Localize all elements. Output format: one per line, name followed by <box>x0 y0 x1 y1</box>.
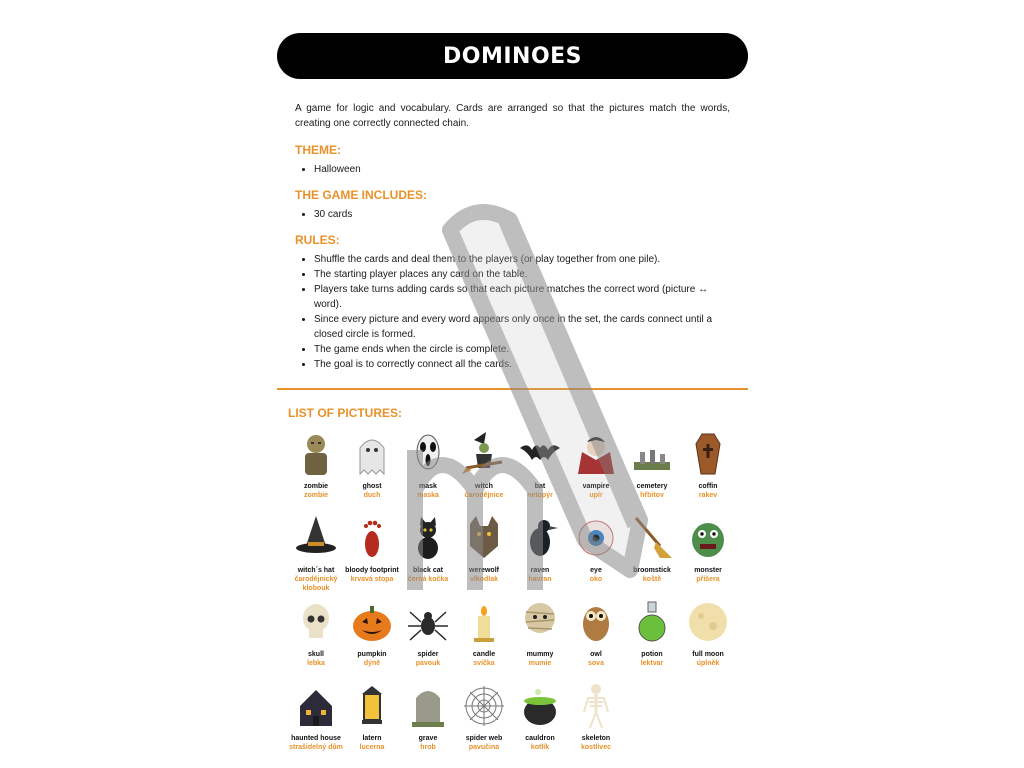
picture-card <box>344 598 400 678</box>
picture-card <box>344 430 400 510</box>
rule-item: • Shuffle the cards and deal them to the players (or play together from one pile). <box>314 252 730 267</box>
picture-card <box>400 430 456 510</box>
picture-label-en: pumpkin <box>357 651 387 658</box>
full-moon-icon <box>686 598 730 646</box>
skeleton-icon <box>574 682 618 730</box>
picture-label-cz: krvavá stopa <box>350 576 394 583</box>
picture-card <box>456 682 512 762</box>
picture-label-en: bloody footprint <box>345 567 399 574</box>
picture-label-en: cemetery <box>636 483 668 490</box>
owl-icon <box>574 598 618 646</box>
picture-label-cz: pavučina <box>468 744 500 751</box>
pictures-section <box>277 390 748 762</box>
mask-icon <box>406 430 450 478</box>
includes-list <box>295 207 730 222</box>
spider-icon <box>406 598 450 646</box>
picture-label-en: potion <box>641 651 663 658</box>
picture-label-en: haunted house <box>291 735 341 742</box>
picture-label-en: spider web <box>465 735 503 742</box>
haunted-house-icon <box>294 682 338 730</box>
picture-label-cz: hřbitov <box>640 492 664 499</box>
picture-label-en: broomstick <box>633 567 671 574</box>
witch-icon <box>462 430 506 478</box>
picture-label-en: skeleton <box>581 735 611 742</box>
picture-label-cz: maska <box>417 492 439 499</box>
page-title: DOMINOES <box>442 43 583 69</box>
picture-card <box>680 598 736 678</box>
lantern-icon <box>350 682 394 730</box>
potion-icon <box>630 598 674 646</box>
picture-label-cz: sova <box>588 660 604 667</box>
picture-label-cz: oko <box>589 576 603 583</box>
picture-label-en: witch´s hat <box>297 567 335 574</box>
picture-label-cz: čarodějnice <box>464 492 504 499</box>
picture-label-en: grave <box>418 735 438 742</box>
picture-label-en: zombie <box>303 483 329 490</box>
picture-card <box>624 598 680 678</box>
black-cat-icon <box>406 514 450 562</box>
bat-icon <box>518 430 562 478</box>
picture-label-cz: lektvar <box>640 660 664 667</box>
picture-card <box>512 430 568 510</box>
rules-heading: RULES: <box>295 233 340 247</box>
picture-label-cz: strašidelný dům <box>289 744 343 751</box>
picture-card <box>512 682 568 762</box>
title-bar <box>277 33 748 79</box>
picture-card <box>568 682 624 762</box>
rules-list <box>295 252 730 372</box>
picture-label-en: raven <box>530 567 550 574</box>
picture-card <box>568 598 624 678</box>
picture-card <box>400 682 456 762</box>
picture-label-cz: zombie <box>303 492 329 499</box>
includes-item: • 30 cards <box>314 207 730 222</box>
picture-card <box>400 598 456 678</box>
picture-label-cz: lebka <box>307 660 325 667</box>
cauldron-icon <box>518 682 562 730</box>
picture-card <box>344 514 400 594</box>
picture-label-cz: netopýr <box>527 492 553 499</box>
rule-item: • The goal is to correctly connect all the cards. <box>314 357 730 372</box>
vampire-icon <box>574 430 618 478</box>
picture-label-en: mask <box>419 483 437 490</box>
picture-label-en: full moon <box>692 651 724 658</box>
picture-label-cz: pavouk <box>415 660 441 667</box>
picture-label-en: cauldron <box>525 735 555 742</box>
picture-label-en: ghost <box>362 483 382 490</box>
picture-card <box>568 514 624 594</box>
picture-label-en: spider <box>417 651 439 658</box>
grave-icon <box>406 682 450 730</box>
picture-card <box>680 514 736 594</box>
zombie-icon <box>294 430 338 478</box>
picture-label-en: candle <box>472 651 496 658</box>
pictures-heading: LIST OF PICTURES: <box>288 406 402 420</box>
picture-label-en: monster <box>694 567 722 574</box>
pumpkin-icon <box>350 598 394 646</box>
picture-label-en: black cat <box>413 567 443 574</box>
spider-web-icon <box>462 682 506 730</box>
picture-card <box>288 514 344 594</box>
picture-label-cz: úplněk <box>696 660 720 667</box>
description-section <box>277 79 748 390</box>
picture-label-cz: čarodějnický klobouk <box>294 576 338 592</box>
picture-card <box>456 514 512 594</box>
picture-card <box>344 682 400 762</box>
picture-label-cz: havran <box>528 576 552 583</box>
picture-label-cz: příšera <box>696 576 720 583</box>
picture-label-cz: hrob <box>420 744 436 751</box>
picture-label-cz: černá kočka <box>407 576 449 583</box>
footprint-icon <box>350 514 394 562</box>
picture-card <box>288 598 344 678</box>
picture-card <box>456 430 512 510</box>
picture-card <box>512 598 568 678</box>
werewolf-icon <box>462 514 506 562</box>
picture-label-cz: koště <box>642 576 662 583</box>
picture-label-en: coffin <box>698 483 718 490</box>
picture-label-cz: svíčka <box>473 660 495 667</box>
ghost-icon <box>350 430 394 478</box>
theme-item: • Halloween <box>314 162 730 177</box>
broomstick-icon <box>630 514 674 562</box>
picture-label-en: latern <box>362 735 382 742</box>
theme-heading: THEME: <box>295 143 341 157</box>
picture-label-en: vampire <box>582 483 610 490</box>
picture-label-en: bat <box>534 483 546 490</box>
intro-text: A game for logic and vocabulary. Cards are arranged so that the pictures match the words, creating one correctly connected chain. <box>295 103 730 129</box>
pictures-grid <box>288 430 737 762</box>
picture-label-en: owl <box>590 651 602 658</box>
picture-label-en: eye <box>590 567 602 574</box>
picture-card <box>680 430 736 510</box>
rule-item: • Players take turns adding cards so that each picture matches the correct word (picture ↔ word). <box>314 282 730 312</box>
mummy-icon <box>518 598 562 646</box>
picture-card <box>400 514 456 594</box>
candle-icon <box>462 598 506 646</box>
witch-hat-icon <box>294 514 338 562</box>
picture-label-en: mummy <box>526 651 554 658</box>
picture-label-cz: dýně <box>363 660 381 667</box>
picture-label-cz: kotlík <box>530 744 550 751</box>
picture-label-cz: vlkodlak <box>469 576 498 583</box>
includes-heading: THE GAME INCLUDES: <box>295 188 427 202</box>
raven-icon <box>518 514 562 562</box>
picture-card <box>288 430 344 510</box>
picture-label-cz: lucerna <box>359 744 385 751</box>
picture-label-cz: rakev <box>698 492 718 499</box>
skull-icon <box>294 598 338 646</box>
picture-card <box>568 430 624 510</box>
picture-label-cz: mumie <box>528 660 552 667</box>
worksheet-page <box>277 33 748 762</box>
picture-card <box>288 682 344 762</box>
theme-list <box>295 162 730 177</box>
cemetery-icon <box>630 430 674 478</box>
picture-card <box>624 514 680 594</box>
picture-card <box>456 598 512 678</box>
coffin-icon <box>686 430 730 478</box>
picture-label-en: werewolf <box>469 567 499 574</box>
picture-card <box>624 430 680 510</box>
picture-label-cz: upír <box>589 492 603 499</box>
picture-label-cz: kostlivec <box>581 744 611 751</box>
picture-label-cz: duch <box>363 492 381 499</box>
picture-label-en: skull <box>308 651 324 658</box>
picture-card <box>512 514 568 594</box>
rule-item: • Since every picture and every word appears only once in the set, the cards connect until a closed circle is formed. <box>314 312 730 342</box>
monster-icon <box>686 514 730 562</box>
rule-item: • The starting player places any card on the table. <box>314 267 730 282</box>
picture-label-en: witch <box>475 483 493 490</box>
rule-item: • The game ends when the circle is complete. <box>314 342 730 357</box>
eye-icon <box>574 514 618 562</box>
